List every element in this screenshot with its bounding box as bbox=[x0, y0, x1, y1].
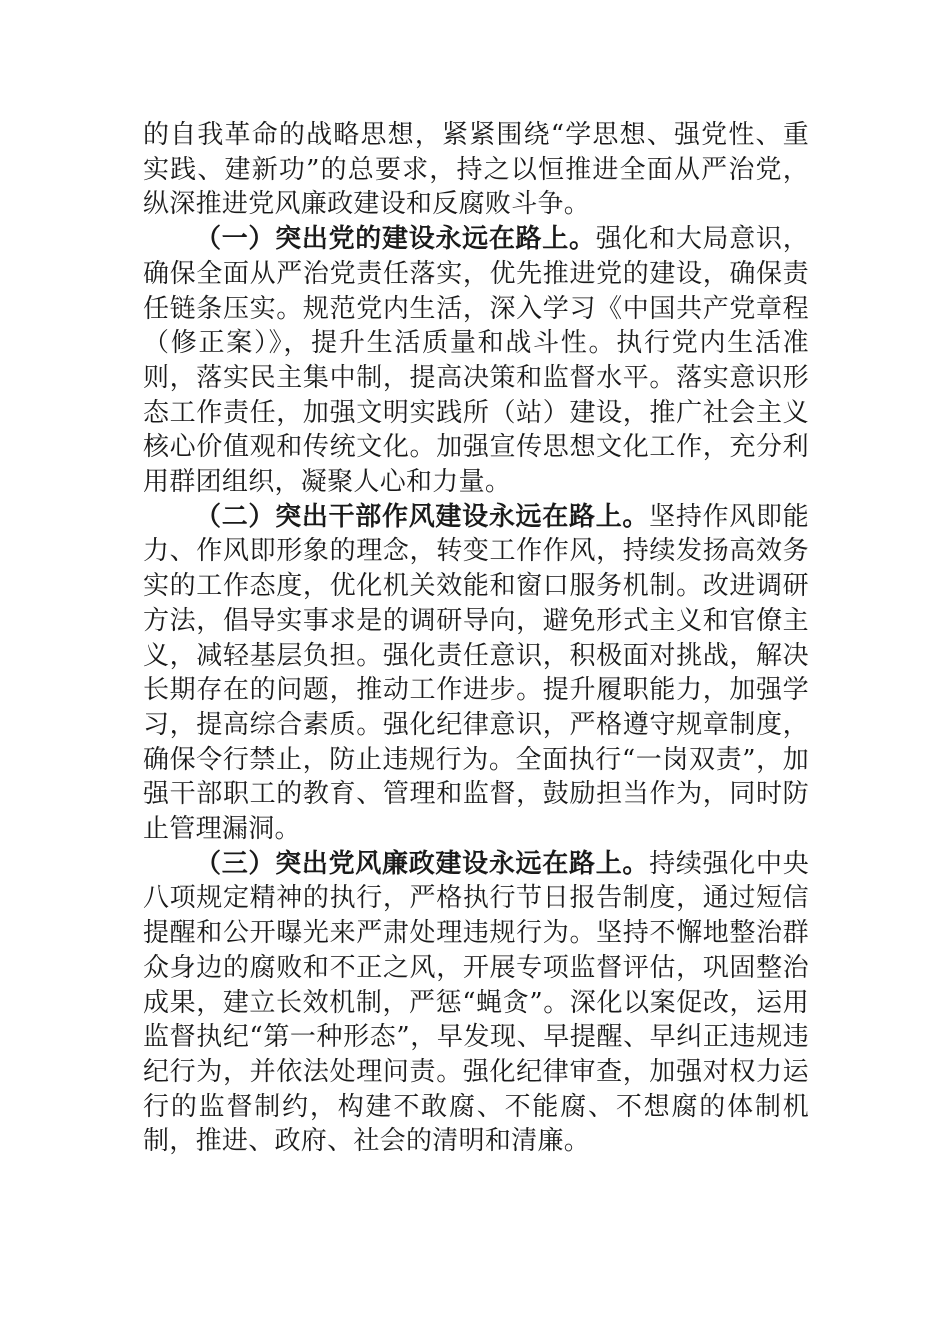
paragraph-intro-continuation bbox=[143, 118, 809, 222]
paragraph-body: 持续强化中央八项规定精神的执行，严格执行节日报告制度，通过短信提醒和公开曝光来严肃处理违规行为。坚持不懈地整治群众身边的腐败和不正之风，开展专项监督评估，巩固整治成果，建立长效机制，严惩“蝇贪”。深化以案促改，运用监督执纪“第一种形态”，早发现、早提醒、早纠正违规违纪行为，并依法处理问责。强化纪律审查，加强对权力运行的监督制约，构建不敢腐、不能腐、不想腐的体制机制，推进、政府、社会的清明和清廉。 bbox=[143, 848, 809, 1157]
paragraph-body: 的自我革命的战略思想，紧紧围绕“学思想、强党性、重实践、建新功”的总要求，持之以恒推进全面从严治党，纵深推进党风廉政建设和反腐败斗争。 bbox=[143, 120, 809, 220]
paragraph-section-two bbox=[143, 500, 809, 847]
paragraph-body: 坚持作风即能力、作风即形象的理念，转变工作作风，持续发扬高效务实的工作态度，优化机关效能和窗口服务机制。改进调研方法，倡导实事求是的调研导向，避免形式主义和官僚主义，减轻基层负担。强化责任意识，积极面对挑战，解决长期存在的问题，推动工作进步。提升履职能力，加强学习，提高综合素质。强化纪律意识，严格遵守规章制度，确保令行禁止，防止违规行为。全面执行“一岗双责”，加强干部职工的教育、管理和监督，鼓励担当作为，同时防止管理漏洞。 bbox=[143, 501, 809, 845]
paragraph-section-one bbox=[143, 222, 809, 500]
section-heading: （三）突出党风廉政建设永远在路上。 bbox=[195, 848, 650, 879]
document-body bbox=[143, 118, 809, 1159]
section-heading: （一）突出党的建设永远在路上。 bbox=[195, 224, 596, 255]
paragraph-section-three bbox=[143, 847, 809, 1159]
paragraph-body: 强化和大局意识，确保全面从严治党责任落实，优先推进党的建设，确保责任链条压实。规范党内生活，深入学习《中国共产党章程（修正案）》，提升生活质量和战斗性。执行党内生活准则，落实民主集中制，提高决策和监督水平。落实意识形态工作责任，加强文明实践所（站）建设，推广社会主义核心价值观和传统文化。加强宣传思想文化工作，充分利用群团组织，凝聚人心和力量。 bbox=[143, 224, 809, 498]
section-heading: （二）突出干部作风建设永远在路上。 bbox=[195, 501, 650, 532]
